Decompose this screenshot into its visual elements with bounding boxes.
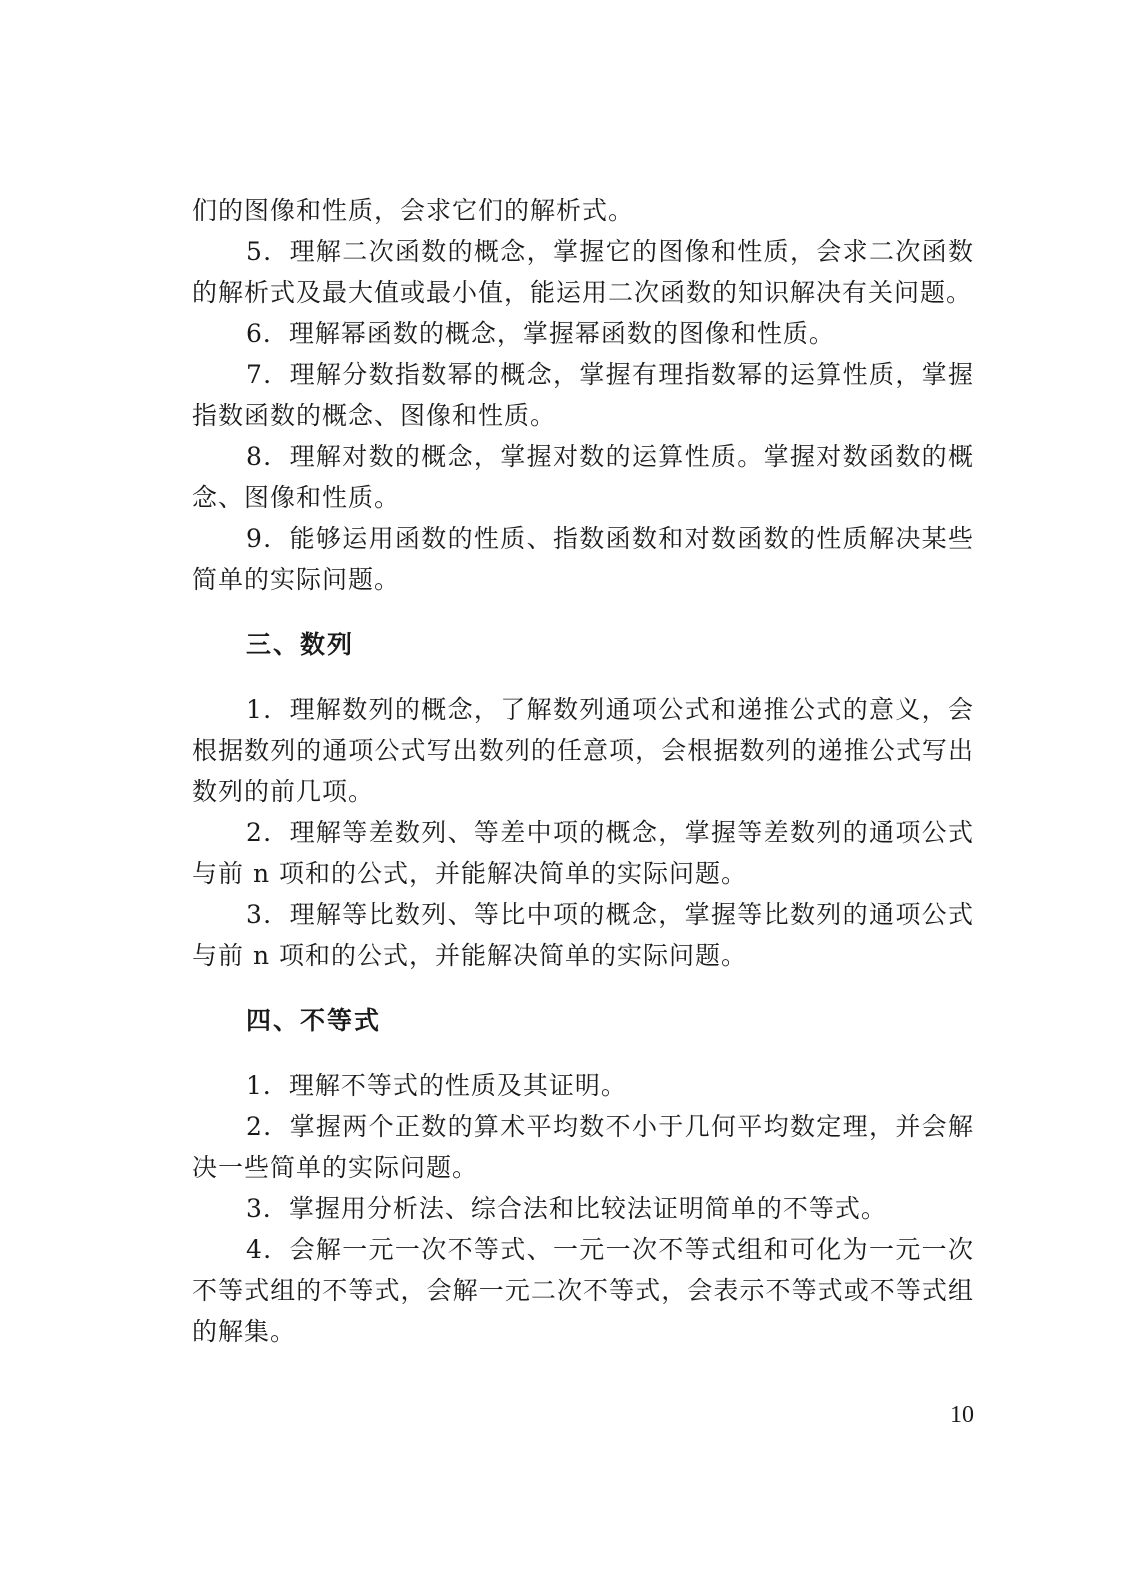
page-number: 10 bbox=[950, 1402, 974, 1428]
list-item-4-1: 1．理解不等式的性质及其证明。 bbox=[246, 1071, 627, 1100]
list-item-4-4: 4．会解一元一次不等式、一元一次不等式组和可化为一元一次不等式组的不等式，会解一元二次不等式，会表示不等式或不等式组的解集。 bbox=[192, 1235, 974, 1346]
list-item-2-6: 6．理解幂函数的概念，掌握幂函数的图像和性质。 bbox=[246, 319, 835, 348]
section-heading-inequalities: 四、不等式 bbox=[246, 1006, 382, 1035]
section-heading-sequences: 三、数列 bbox=[246, 630, 355, 659]
page-content bbox=[192, 190, 974, 1352]
paragraph-continuation: 们的图像和性质，会求它们的解析式。 bbox=[192, 196, 635, 225]
list-item-4-2: 2．掌握两个正数的算术平均数不小于几何平均数定理，并会解决一些简单的实际问题。 bbox=[192, 1112, 974, 1182]
list-item-3-1: 1．理解数列的概念，了解数列通项公式和递推公式的意义，会根据数列的通项公式写出数列的任意项，会根据数列的递推公式写出数列的前几项。 bbox=[192, 695, 974, 806]
list-item-3-3: 3．理解等比数列、等比中项的概念，掌握等比数列的通项公式与前 n 项和的公式，并能解决简单的实际问题。 bbox=[192, 900, 974, 970]
list-item-3-2: 2．理解等差数列、等差中项的概念，掌握等差数列的通项公式与前 n 项和的公式，并能解决简单的实际问题。 bbox=[192, 818, 974, 888]
list-item-2-5: 5．理解二次函数的概念，掌握它的图像和性质，会求二次函数的解析式及最大值或最小值，能运用二次函数的知识解决有关问题。 bbox=[192, 237, 974, 307]
list-item-2-9: 9．能够运用函数的性质、指数函数和对数函数的性质解决某些简单的实际问题。 bbox=[192, 524, 974, 594]
list-item-4-3: 3．掌握用分析法、综合法和比较法证明简单的不等式。 bbox=[246, 1194, 887, 1223]
list-item-2-8: 8．理解对数的概念，掌握对数的运算性质。掌握对数函数的概念、图像和性质。 bbox=[192, 442, 974, 512]
list-item-2-7: 7．理解分数指数幂的概念，掌握有理指数幂的运算性质，掌握指数函数的概念、图像和性质。 bbox=[192, 360, 974, 430]
